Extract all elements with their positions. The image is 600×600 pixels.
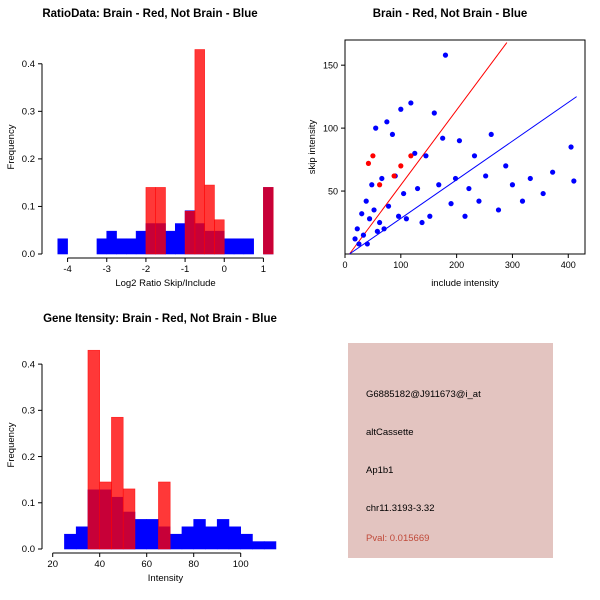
svg-text:0.2: 0.2 [21, 451, 35, 463]
svg-text:include intensity: include intensity [431, 278, 499, 289]
intensity-scatter-plot [300, 22, 600, 292]
svg-text:20: 20 [47, 559, 58, 570]
svg-text:1: 1 [260, 264, 267, 275]
svg-text:40: 40 [94, 559, 105, 570]
svg-text:0.1: 0.1 [21, 497, 35, 509]
gene-intensity-title: Gene Itensity: Brain - Red, Not Brain - Blue [43, 313, 277, 325]
svg-text:0.2: 0.2 [21, 154, 35, 166]
svg-text:0.4: 0.4 [21, 58, 35, 70]
gene-intensity-panel [0, 305, 300, 600]
svg-text:0.0: 0.0 [21, 544, 35, 556]
svg-text:100: 100 [393, 260, 409, 270]
svg-text:100: 100 [322, 123, 338, 134]
svg-text:Frequency: Frequency [6, 422, 17, 468]
svg-text:400: 400 [560, 260, 576, 270]
ratio-histogram-panel [0, 0, 300, 300]
svg-text:0.4: 0.4 [21, 359, 35, 371]
svg-text:60: 60 [141, 559, 152, 570]
info-line-probe: G6885182@J911673@i_at [366, 389, 481, 400]
intensity-scatter-title: Brain - Red, Not Brain - Blue [372, 8, 528, 20]
svg-text:150: 150 [322, 60, 338, 71]
svg-text:-1: -1 [180, 264, 190, 275]
svg-text:300: 300 [504, 260, 520, 270]
svg-text:50: 50 [327, 186, 338, 197]
svg-text:Intensity: Intensity [147, 573, 184, 584]
svg-text:100: 100 [232, 559, 249, 570]
info-line-event-type: altCassette [366, 427, 414, 438]
gene-info-panel [348, 343, 553, 558]
ratio-histogram-title: RatioData: Brain - Red, Not Brain - Blue [42, 8, 258, 20]
svg-text:0.1: 0.1 [21, 201, 35, 213]
svg-text:0.0: 0.0 [21, 249, 35, 261]
svg-text:Frequency: Frequency [6, 124, 17, 170]
ratio-histogram-plot [0, 22, 300, 292]
intensity-scatter-panel [300, 0, 600, 300]
svg-text:0.3: 0.3 [21, 405, 35, 417]
info-line-pvalue: Pval: 0.015669 [366, 533, 430, 544]
gene-intensity-plot [0, 327, 300, 592]
svg-text:0.3: 0.3 [21, 106, 35, 118]
svg-text:Log2 Ratio Skip/Include: Log2 Ratio Skip/Include [115, 278, 216, 289]
svg-text:0: 0 [221, 264, 227, 275]
svg-text:80: 80 [188, 559, 199, 570]
svg-text:skip intensity: skip intensity [307, 119, 318, 175]
info-line-location: chr11.3193-3.32 [366, 503, 435, 514]
svg-text:-2: -2 [141, 264, 151, 275]
svg-text:200: 200 [449, 260, 465, 270]
svg-text:0: 0 [342, 260, 348, 270]
svg-text:-3: -3 [102, 264, 111, 275]
svg-text:-4: -4 [63, 264, 72, 275]
info-line-gene-symbol: Ap1b1 [366, 465, 394, 476]
